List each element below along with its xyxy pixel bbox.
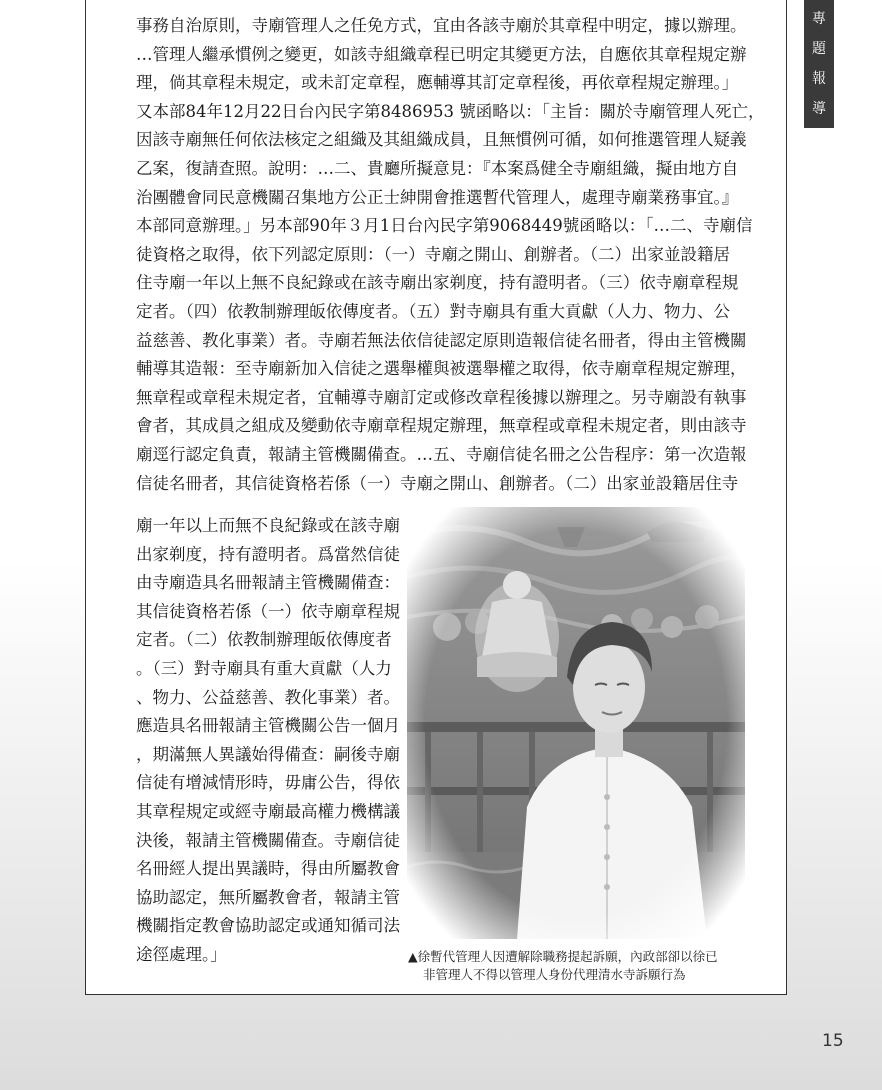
article-body-full-width	[136, 12, 764, 498]
text-line: 協助認定，無所屬教會者，報請主管	[136, 887, 400, 907]
text-line: ，期滿無人異議始得備查：嗣後寺廟	[136, 744, 400, 764]
section-tab-char: 報	[812, 71, 826, 87]
text-line: 、物力、公益慈善、教化事業）者。	[136, 687, 400, 707]
text-line: 無章程或章程未規定者，宜輔導寺廟訂定或修改章程後據以辦理之。另寺廟設有執事	[136, 387, 747, 407]
text-line: 治團體會同民意機關召集地方公正士紳開會推選暫代管理人，處理寺廟業務事宜。』	[136, 187, 739, 207]
section-tab-char: 專	[812, 11, 826, 27]
section-tab	[804, 0, 834, 128]
text-line: 廟一年以上而無不良紀錄或在該寺廟	[136, 516, 400, 535]
text-line: 信徒名冊者，其信徒資格若係（一）寺廟之開山、創辦者。（二）出家並設籍居住寺	[136, 473, 739, 493]
section-tab-char: 導	[812, 101, 826, 117]
temple-photo	[407, 507, 745, 939]
text-line: 機關指定教會協助認定或通知循司法	[136, 916, 400, 936]
caption-line: 非管理人不得以管理人身份代理清水寺訴願行為	[423, 967, 686, 982]
text-line: 信徒有增減情形時，毋庸公告，得依	[136, 773, 400, 793]
text-line: 事務自治原則，寺廟管理人之任免方式，宜由各該寺廟於其章程中明定，據以辦理。	[136, 16, 747, 35]
text-line: 出家剃度，持有證明者。爲當然信徒	[136, 544, 400, 564]
text-line: 途徑處理。」	[136, 944, 227, 964]
text-line: 因該寺廟無任何依法核定之組織及其組織成員，且無慣例可循，如何推選管理人疑義	[136, 130, 747, 150]
text-line: 理，倘其章程未規定，或未訂定章程，應輔導其訂定章程後，再依章程規定辦理。」	[136, 73, 739, 93]
text-line: 其章程規定或經寺廟最高權力機構議	[136, 801, 400, 821]
text-line: 由寺廟造具名冊報請主管機關備查：	[136, 573, 400, 593]
text-line: 本部同意辦理。」另本部90年３月1日台內民字第9068449號函略以：「…二、寺廟信	[136, 216, 753, 236]
text-line: 名冊經人提出異議時，得由所屬教會	[136, 859, 400, 879]
photo-caption	[408, 948, 748, 984]
text-line: 徒資格之取得，依下列認定原則：（一）寺廟之開山、創辦者。（二）出家並設籍居	[136, 244, 730, 264]
text-line: 益慈善、教化事業）者。寺廟若無法依信徒認定原則造報信徒名冊者，得由主管機關	[136, 330, 747, 350]
text-line: 又本部84年12月22日台內民字第8486953 號函略以：「主旨：關於寺廟管理人死亡，	[136, 101, 765, 121]
page-number: 15	[822, 1031, 844, 1051]
text-line: 住寺廟一年以上無不良紀錄或在該寺廟出家剃度，持有證明者。（三）依寺廟章程規	[136, 273, 739, 293]
text-line: …管理人繼承慣例之變更，如該寺組織章程已明定其變更方法，自應依其章程規定辦	[136, 44, 747, 64]
caption-line: ▲徐暫代管理人因遭解除職務提起訴願，內政部卻以徐已	[408, 949, 718, 964]
text-line: 定者。（四）依教制辦理皈依傳度者。（五）對寺廟具有重大貢獻（人力、物力、公	[136, 301, 730, 321]
text-line: 其信徒資格若係（一）依寺廟章程規	[136, 601, 400, 621]
text-line: 會者，其成員之組成及變動依寺廟章程規定辦理，無章程或章程未規定者，則由該寺	[136, 416, 747, 436]
text-line: 。（三）對寺廟具有重大貢獻（人力	[136, 658, 392, 678]
article-body-column	[136, 512, 400, 970]
text-line: 定者。（二）依教制辦理皈依傳度者	[136, 630, 392, 650]
text-line: 輔導其造報：至寺廟新加入信徒之選舉權與被選舉權之取得，依寺廟章程規定辦理，	[136, 359, 747, 379]
section-tab-char: 題	[812, 41, 826, 57]
text-line: 決後，報請主管機關備查。寺廟信徒	[136, 830, 400, 850]
text-line: 應造具名冊報請主管機關公告一個月	[136, 716, 400, 736]
text-line: 乙案，復請查照。說明：…二、貴廳所擬意見：『本案爲健全寺廟組織，擬由地方自	[136, 158, 739, 178]
text-line: 廟逕行認定負責，報請主管機關備查。…五、寺廟信徒名冊之公告程序：第一次造報	[136, 444, 747, 464]
